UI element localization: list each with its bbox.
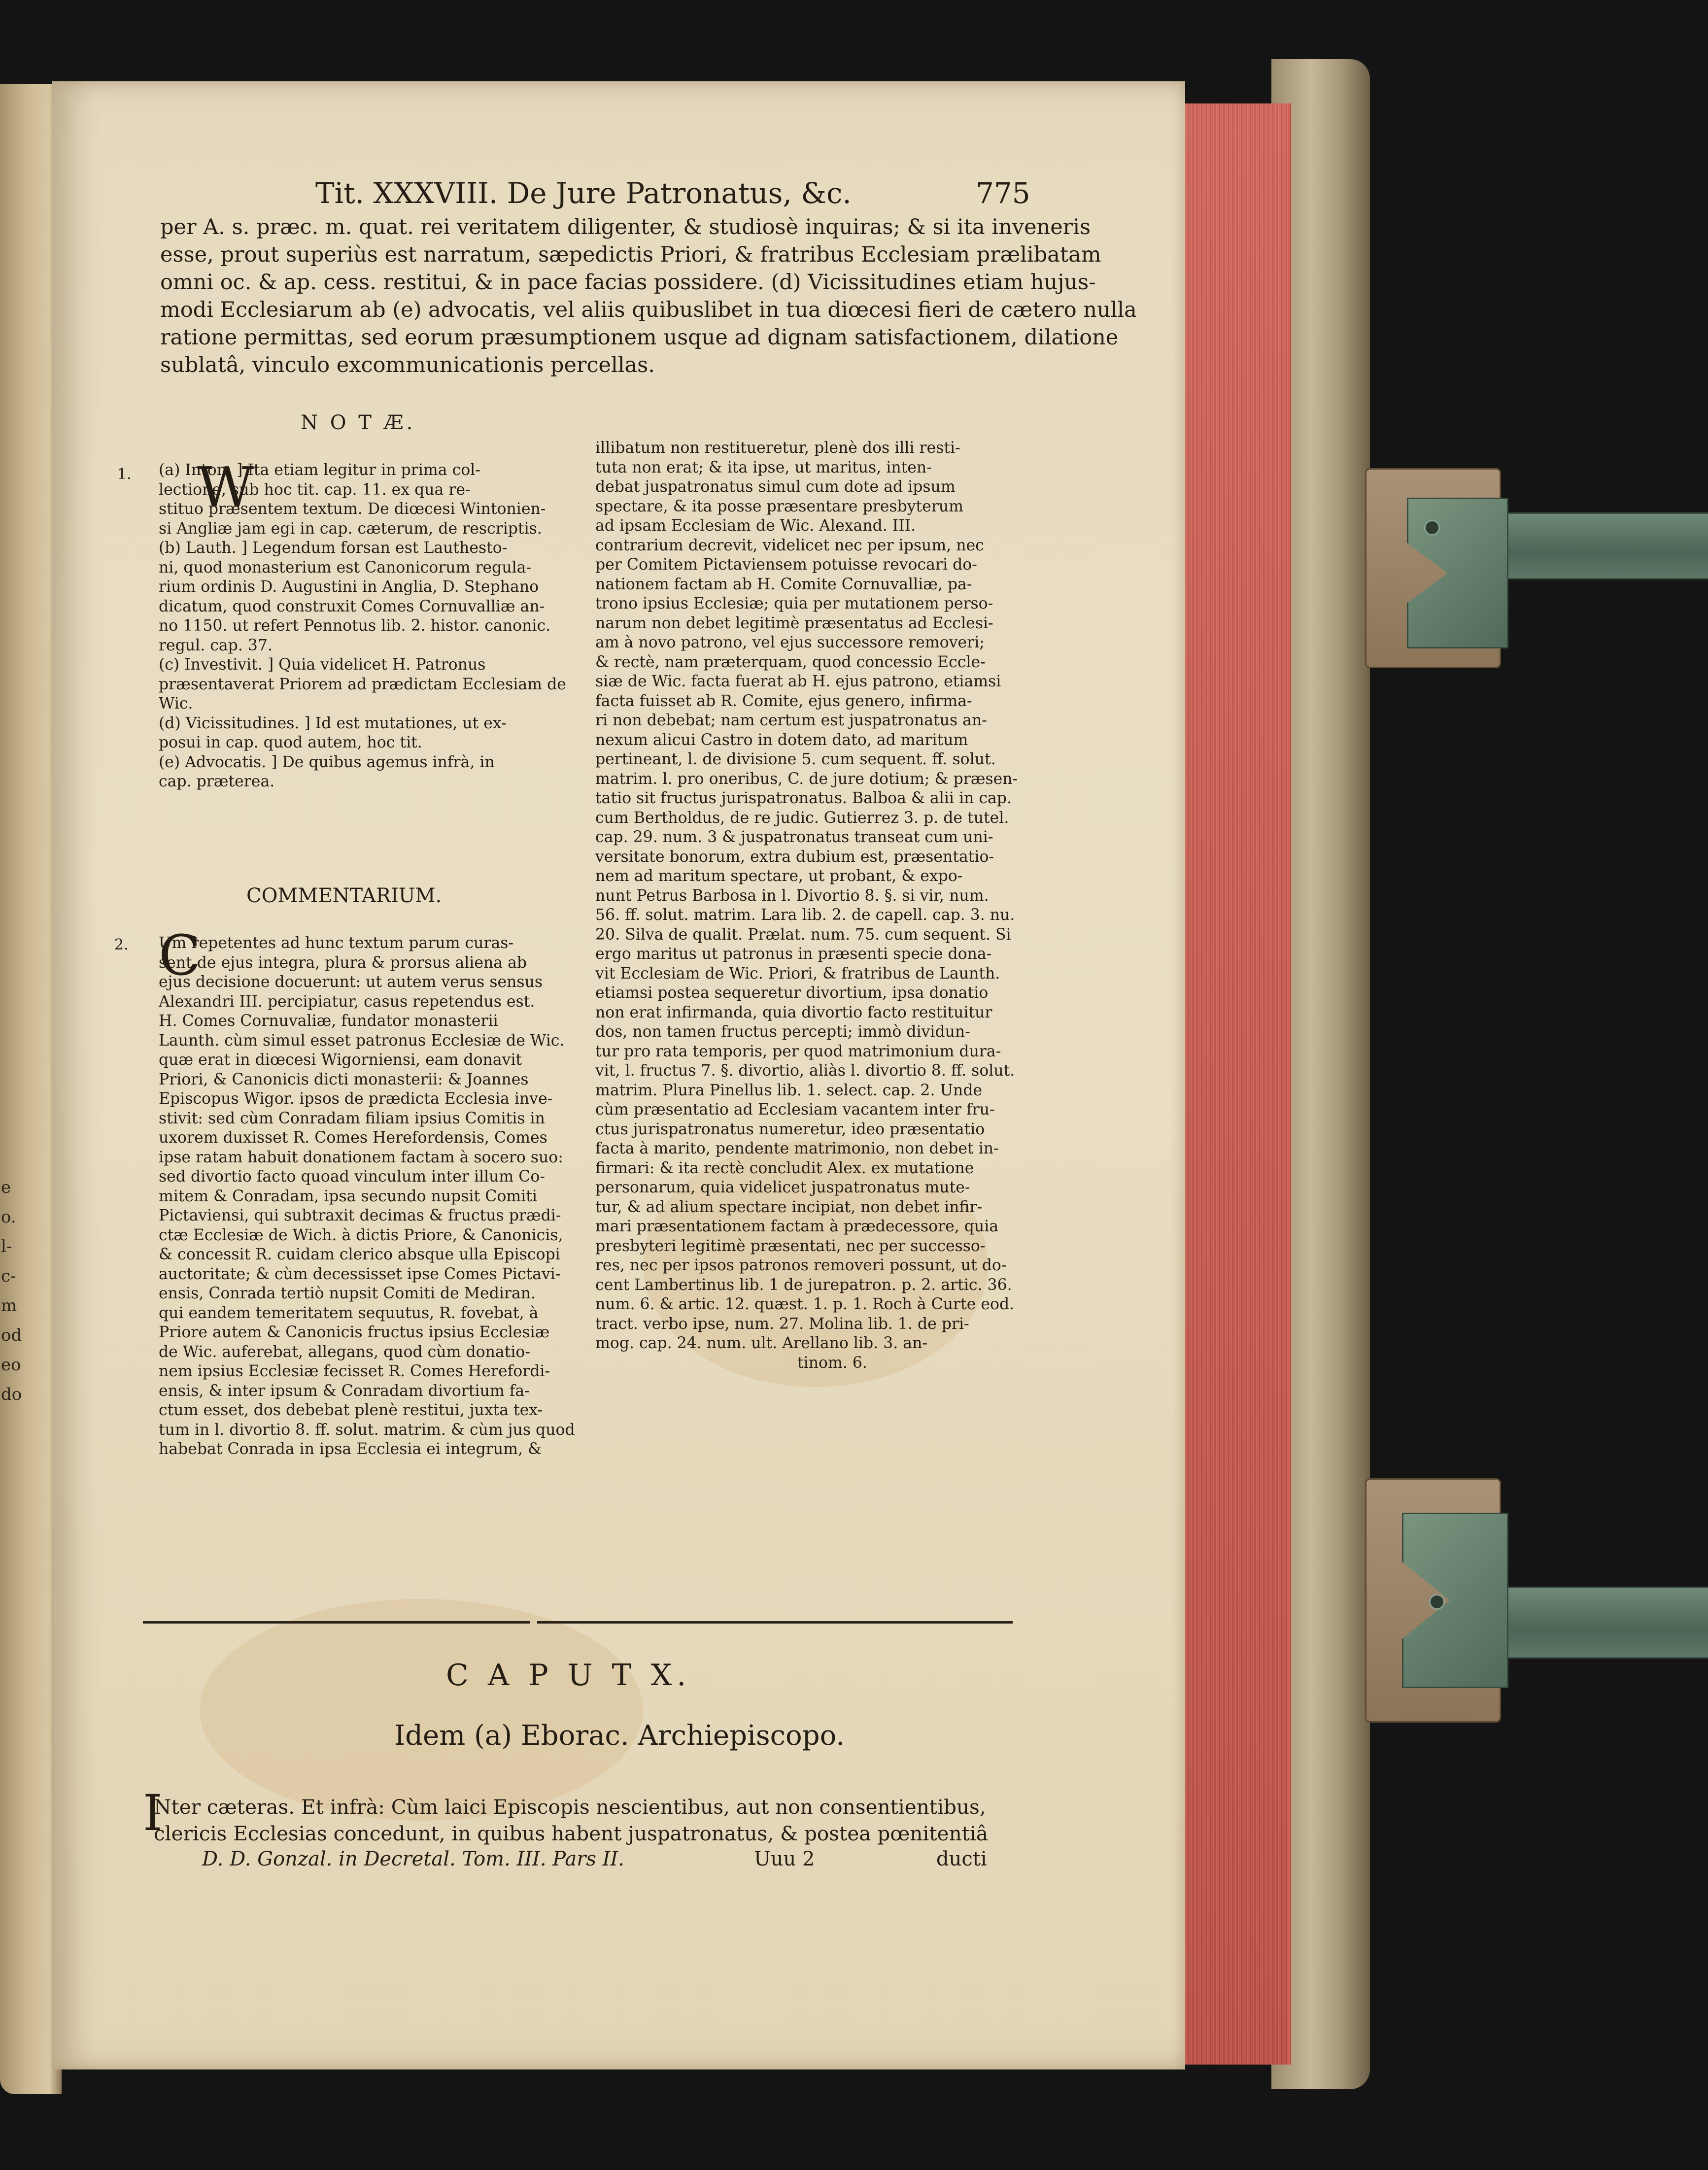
right-column-line: ctus jurispatronatus numeretur, ideo præsentatio bbox=[595, 1120, 985, 1138]
foxing-stain bbox=[200, 1599, 643, 1821]
page-number: 775 bbox=[976, 176, 1030, 210]
comment-line: ctæ Ecclesiæ de Wich. à dictis Priore, & Canonicis, bbox=[159, 1226, 563, 1244]
comment-line: ctum esset, dos debebat plenè restitui, juxta tex- bbox=[159, 1401, 543, 1419]
running-head: Tit. XXXVIII. De Jure Patronatus, &c. bbox=[315, 176, 852, 210]
right-column-line: presbyteri legitimè præsentati, nec per successo- bbox=[595, 1237, 986, 1255]
right-column-line: am à novo patrono, vel ejus successore removeri; bbox=[595, 634, 985, 651]
right-column-line: personarum, quia videlicet juspatronatus mute- bbox=[595, 1179, 970, 1196]
left-page-fragments bbox=[1, 1173, 31, 1409]
right-column-line: facta fuisset ab R. Comite, ejus genero, infirma- bbox=[595, 692, 972, 710]
note-line: no 1150. ut refert Pennotus lib. 2. histor. canonic. bbox=[159, 617, 551, 635]
comment-line: ipse ratam habuit donationem factam à socero suo: bbox=[159, 1148, 563, 1166]
note-line: (d) Vicissitudines. ] Id est mutationes, ut ex- bbox=[159, 714, 507, 732]
right-column-line: cap. 29. num. 3 & juspatronatus transeat cum uni- bbox=[595, 828, 993, 846]
comment-line: auctoritate; & cùm decessisset ipse Comes Pictavi- bbox=[159, 1265, 561, 1283]
comment-line: Priori, & Canonicis dicti monasterii: & Joannes bbox=[159, 1070, 529, 1088]
drop-capital: W bbox=[197, 456, 254, 520]
right-column-line: nationem factam ab H. Comite Cornuvalliæ, pa- bbox=[595, 575, 972, 593]
note-line: lectione, sub hoc tit. cap. 11. ex qua re- bbox=[159, 480, 471, 499]
divider-rule bbox=[537, 1621, 1013, 1624]
right-column-line: & rectè, nam præterquam, quod concessio Eccle- bbox=[595, 653, 986, 671]
comment-line: Pictaviensi, qui subtraxit decimas & fructus prædi- bbox=[159, 1207, 561, 1224]
comment-line: nem ipsius Ecclesiæ fecisset R. Comes Herefordi- bbox=[159, 1362, 550, 1380]
right-column-line: nem ad maritum spectare, ut probant, & expo- bbox=[595, 867, 963, 885]
right-column-line: illibatum non restitueretur, plenè dos illi resti- bbox=[595, 439, 960, 457]
comment-line: H. Comes Cornuvaliæ, fundator monasterii bbox=[159, 1012, 498, 1030]
right-column-line: trono ipsius Ecclesiæ; quia per mutationem perso- bbox=[595, 595, 993, 612]
comment-line: Episcopus Wigor. ipsos de prædicta Ecclesia inve- bbox=[159, 1090, 553, 1108]
upper-clasp-rivet bbox=[1424, 520, 1440, 536]
divider-rule bbox=[143, 1621, 530, 1624]
comment-line: Um repetentes ad hunc textum parum curas- bbox=[159, 934, 514, 952]
right-column-line: ergo maritus ut patronus in præsenti specie dona- bbox=[595, 945, 992, 963]
right-column-line: facta à marito, pendente matrimonio, non debet in- bbox=[595, 1140, 999, 1157]
right-column-line: 20. Silva de qualit. Prælat. num. 75. cum sequent. Si bbox=[595, 925, 1011, 944]
right-column-line: ad ipsam Ecclesiam de Wic. Alexand. III. bbox=[595, 517, 916, 535]
drop-capital: C bbox=[159, 924, 201, 988]
comment-line: mitem & Conradam, ipsa secundo nupsit Comiti bbox=[159, 1187, 537, 1205]
note-line: posui in cap. quod autem, hoc tit. bbox=[159, 734, 422, 751]
left-page-fragment: o. bbox=[1, 1207, 16, 1227]
right-column-line: matrim. Plura Pinellus lib. 1. select. cap. 2. Unde bbox=[595, 1081, 983, 1099]
left-page-fragment: do bbox=[1, 1385, 22, 1404]
left-page-fragment: m bbox=[1, 1296, 17, 1316]
note-line: (a) Inton. ] Ita etiam legitur in prima col- bbox=[159, 461, 480, 479]
right-column bbox=[595, 439, 1018, 1373]
comment-line: sent de ejus integra, plura & prorsus aliena ab bbox=[159, 953, 527, 972]
note-line: cap. præterea. bbox=[159, 773, 275, 790]
left-page-fragment: c- bbox=[1, 1266, 16, 1286]
right-column-line: cum Bertholdus, de re judic. Gutierrez 3. p. de tutel. bbox=[595, 809, 1009, 827]
intro-line: per A. s. præc. m. quat. rei veritatem diligenter, & studiosè inquiras; & si ita inveneris bbox=[160, 215, 1091, 239]
note-line: præsentaverat Priorem ad prædictam Ecclesiam de bbox=[159, 675, 566, 693]
signature-line: D. D. Gonzal. in Decretal. Tom. III. Pars II. bbox=[202, 1848, 624, 1870]
right-column-line: tuta non erat; & ita ipse, ut maritus, inten- bbox=[595, 458, 932, 476]
right-column-line: siæ de Wic. facta fuerat ab H. ejus patrono, etiamsi bbox=[595, 673, 1001, 690]
right-column-line: tur pro rata temporis, per quod matrimonium dura- bbox=[595, 1042, 1001, 1060]
note-line: (c) Investivit. ] Quia videlicet H. Patronus bbox=[159, 656, 486, 674]
right-column-line: nexum alicui Castro in dotem dato, ad maritum bbox=[595, 731, 968, 749]
notae-heading: N O T Æ. bbox=[301, 411, 416, 434]
right-column-line: spectare, & ita posse præsentare presbyterum bbox=[595, 497, 964, 515]
right-column-line: tur, & ad alium spectare incipiat, non debet infir- bbox=[595, 1198, 983, 1216]
right-column-line: tract. verbo ipse, num. 27. Molina lib. 1. de pri- bbox=[595, 1315, 969, 1333]
right-column-line: mog. cap. 24. num. ult. Arellano lib. 3. an- bbox=[595, 1334, 928, 1352]
comment-line: ensis, Conrada tertiò nupsit Comiti de Mediran. bbox=[159, 1285, 536, 1302]
right-column-line: vit Ecclesiam de Wic. Priori, & fratribus de Launth. bbox=[595, 964, 1000, 983]
right-column-line: cent Lambertinus lib. 1 de jurepatron. p. 2. artic. 36. bbox=[595, 1276, 1012, 1294]
right-column-line: matrim. l. pro oneribus, C. de jure dotium; & præsen- bbox=[595, 770, 1018, 788]
commentarium-heading: COMMENTARIUM. bbox=[246, 884, 442, 907]
comment-line: & concessit R. cuidam clerico absque ulla Episcopi bbox=[159, 1246, 560, 1263]
comment-line: Priore autem & Canonicis fructus ipsius Ecclesiæ bbox=[159, 1323, 550, 1341]
right-column-line: tatio sit fructus jurispatronatus. Balboa & alii in cap. bbox=[595, 789, 1012, 807]
lower-clasp-rivet bbox=[1429, 1594, 1445, 1610]
intro-line: modi Ecclesiarum ab (e) advocatis, vel aliis quibuslibet in tua diœcesi fieri de cætero nulla bbox=[160, 298, 1137, 322]
comment-line: uxorem duxisset R. Comes Herefordensis, Comes bbox=[159, 1129, 547, 1147]
signature-mark: Uuu 2 bbox=[754, 1848, 815, 1870]
right-column-line: 56. ff. solut. matrim. Lara lib. 2. de capell. cap. 3. nu. bbox=[595, 906, 1015, 924]
comment-line: quæ erat in diœcesi Wigorniensi, eam donavit bbox=[159, 1051, 522, 1069]
note-line: si Angliæ jam egi in cap. cæterum, de rescriptis. bbox=[159, 519, 542, 538]
caput-line: Nter cæteras. Et infrà: Cùm laici Episcopis nescientibus, aut non consentientibus, bbox=[154, 1795, 986, 1819]
right-column-line: non erat infirmanda, quia divortio facto restituitur bbox=[595, 1003, 992, 1021]
right-column-line: res, nec per ipsos patronos removeri possunt, ut do- bbox=[595, 1256, 1007, 1274]
right-column-line: narum non debet legitimè præsentatus ad Ecclesi- bbox=[595, 614, 993, 632]
comment-line: tum in l. divortio 8. ff. solut. matrim. & cùm jus quod bbox=[159, 1421, 575, 1439]
right-column-line: nunt Petrus Barbosa in l. Divortio 8. §. si vir, num. bbox=[595, 886, 989, 905]
caput-line: clericis Ecclesias concedunt, in quibus habent juspatronatus, & postea pœnitentiâ bbox=[154, 1822, 989, 1845]
note-line: (b) Lauth. ] Legendum forsan est Lauthesto- bbox=[159, 539, 508, 557]
caput-title: C A P U T X. bbox=[446, 1658, 691, 1693]
right-column-line: versitate bonorum, extra dubium est, præsentatio- bbox=[595, 848, 994, 866]
comment-line: de Wic. auferebat, allegans, quod cùm donatio- bbox=[159, 1343, 531, 1361]
right-column-line: dos, non tamen fructus percepti; immò dividun- bbox=[595, 1023, 970, 1041]
caput-text bbox=[154, 1794, 988, 1847]
intro-paragraph bbox=[160, 213, 1137, 379]
left-page-fragment: eo bbox=[1, 1355, 21, 1375]
comment-line: habebat Conrada in ipsa Ecclesia ei integrum, & bbox=[159, 1440, 542, 1458]
right-column-line: ri non debebat; nam certum est juspatronatus an- bbox=[595, 712, 987, 729]
right-column-line: mari præsentationem factam à prædecessore, quia bbox=[595, 1218, 999, 1235]
comment-line: Launth. cùm simul esset patronus Ecclesiæ de Wic. bbox=[159, 1031, 565, 1050]
caput-subtitle: Idem (a) Eborac. Archiepiscopo. bbox=[394, 1720, 845, 1752]
right-column-line: debat juspatronatus simul cum dote ad ipsum bbox=[595, 478, 956, 496]
margin-number: 2. bbox=[114, 936, 129, 953]
left-page-fragment: e bbox=[1, 1178, 11, 1197]
comment-line: Alexandri III. percipiatur, casus repetendus est. bbox=[159, 992, 535, 1011]
intro-line: sublatâ, vinculo excommunicationis percellas. bbox=[160, 353, 655, 377]
right-column-line: firmari: & ita rectè concludit Alex. ex mutatione bbox=[595, 1159, 974, 1177]
right-column-line: vit, l. fructus 7. §. divortio, aliàs l. divortio 8. ff. solut. bbox=[595, 1062, 1015, 1080]
note-line: dicatum, quod construxit Comes Cornuvalliæ an- bbox=[159, 597, 545, 615]
right-column-line: num. 6. & artic. 12. quæst. 1. p. 1. Roch à Curte eod. bbox=[595, 1295, 1015, 1313]
margin-number: 1. bbox=[117, 466, 132, 483]
intro-line: ratione permittas, sed eorum præsumptionem usque ad dignam satisfactionem, dilatione bbox=[160, 325, 1119, 350]
note-line: regul. cap. 37. bbox=[159, 636, 273, 654]
comment-line: qui eandem temeritatem sequutus, R. fovebat, à bbox=[159, 1304, 539, 1322]
intro-line: esse, prout superiùs est narratum, sæpedictis Priori, & fratribus Ecclesiam prælibatam bbox=[160, 242, 1101, 267]
left-page-fragment: od bbox=[1, 1325, 22, 1345]
right-column-line: etiamsi postea sequeretur divortium, ipsa donatio bbox=[595, 984, 989, 1002]
intro-line: omni oc. & ap. cess. restitui, & in pace facias possidere. (d) Vicissitudines etiam hujus- bbox=[160, 270, 1096, 295]
right-column-line: cùm præsentatio ad Ecclesiam vacantem inter fru- bbox=[595, 1101, 995, 1119]
catchword: ducti bbox=[936, 1848, 987, 1870]
note-line: ni, quod monasterium est Canonicorum regula- bbox=[159, 558, 532, 576]
left-page-fragment: l- bbox=[1, 1237, 12, 1256]
comment-line: sed divortio facto quoad vinculum inter illum Co- bbox=[159, 1168, 546, 1186]
comment-line: ejus decisione docuerunt: ut autem verus sensus bbox=[159, 973, 543, 991]
note-line: Wic. bbox=[159, 695, 193, 712]
page-edges-shade bbox=[1174, 103, 1288, 2065]
right-column-line: contrarium decrevit, videlicet nec per ipsum, nec bbox=[595, 536, 984, 554]
note-line: rium ordinis D. Augustini in Anglia, D. Stephano bbox=[159, 578, 539, 596]
note-line: stituo præsentem textum. De diœcesi Wintonien- bbox=[159, 500, 546, 518]
right-column-line: pertineant, l. de divisione 5. cum sequent. ff. solut. bbox=[595, 750, 996, 768]
comment-line: stivit: sed cùm Conradam filiam ipsius Comitis in bbox=[159, 1109, 545, 1127]
drop-capital: I bbox=[143, 1784, 163, 1842]
note-line: (e) Advocatis. ] De quibus agemus infrà, in bbox=[159, 753, 495, 771]
right-column-line: per Comitem Pictaviensem potuisse revocari do- bbox=[595, 556, 977, 574]
right-column-line: tinom. 6. bbox=[797, 1354, 867, 1372]
notae-block bbox=[159, 456, 566, 792]
commentarium-block bbox=[159, 934, 575, 1459]
comment-line: ensis, & inter ipsum & Conradam divortium fa- bbox=[159, 1382, 530, 1400]
